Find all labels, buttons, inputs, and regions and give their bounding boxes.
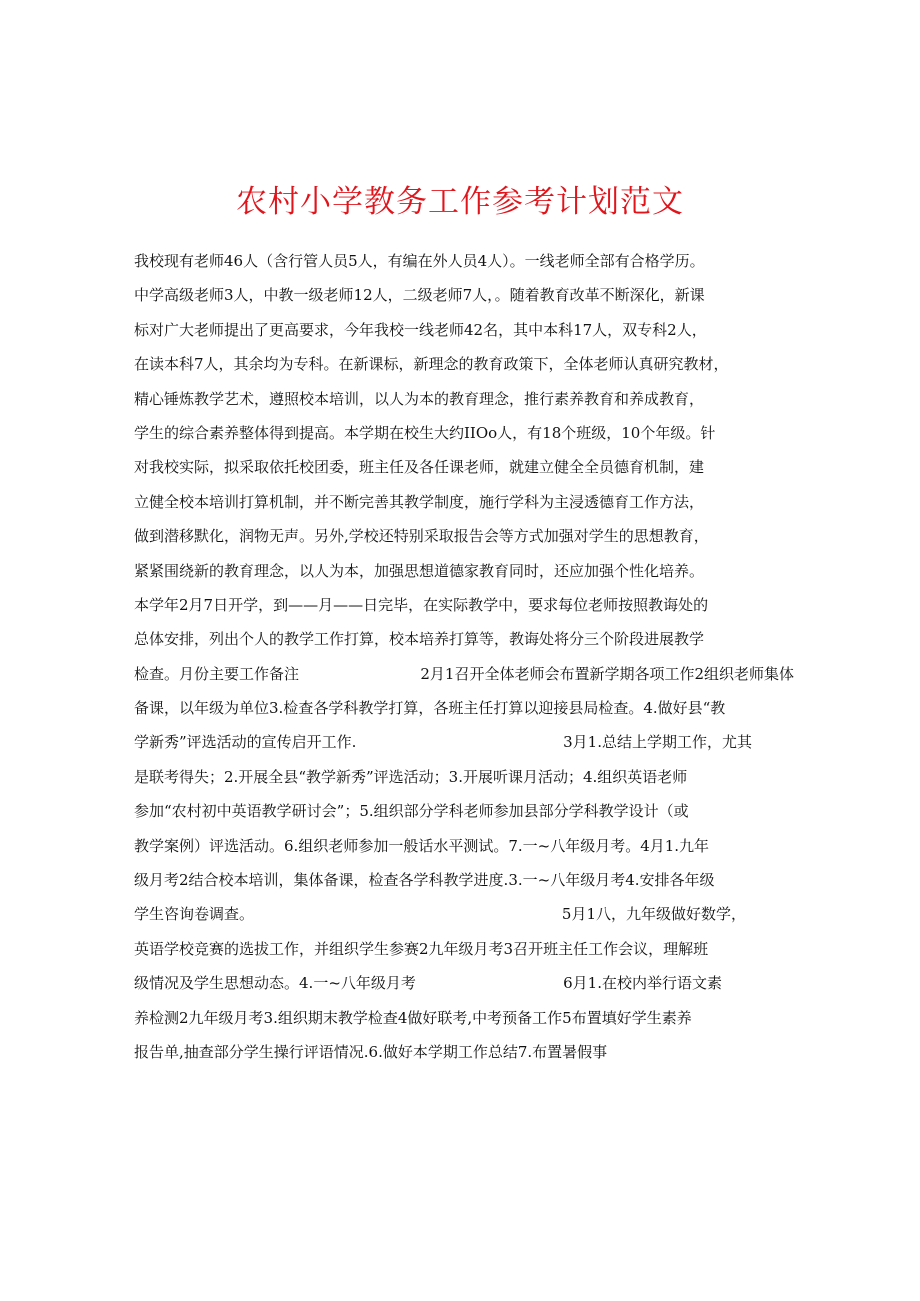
body-line-right: 5月1八，九年级做好数学， [561, 905, 746, 924]
body-line: 英语学校竞赛的选拔工作，并组织学生参赛2九年级月考3召开班主任工作会议，理解班 [134, 939, 709, 958]
body-line: 养检测2九年级月考3.组织期末教学检查4做好联考,中考预备工作5布置填好学生素养 [134, 1008, 692, 1027]
document-title: 农村小学教务工作参考计划范文 [236, 184, 684, 220]
body-line-split [134, 725, 794, 759]
body-line: 对我校实际，拟采取依托校团委，班主任及各任课老师，就建立健全全员德育机制，建 [134, 458, 705, 477]
body-line: 教学案例）评选活动。6.组织老师参加一般话水平测试。7.一~八年级月考。4月1.九年 [134, 836, 710, 855]
body-line: 紧紧围绕新的教育理念，以人为本，加强思想道德家教育同时，还应加强个性化培养。 [134, 561, 705, 580]
body-line: 报告单,抽查部分学生操行评语情况.6.做好本学期工作总结7.布置暑假事 [134, 1042, 608, 1061]
body-line: 立健全校本培训打算机制，并不断完善其教学制度，施行学科为主浸透德育工作方法， [134, 492, 705, 511]
body-line-split [134, 897, 794, 931]
body-line-left: 检查。月份主要工作备注 [134, 664, 300, 683]
body-line-split [134, 657, 794, 691]
body-line-split [134, 966, 794, 1000]
body-line: 标对广大老师提出了更高要求，今年我校一线老师42名，其中本科17人，双专科2人， [134, 320, 707, 339]
body-line-left: 级情况及学生思想动态。4.一~八年级月考 [134, 974, 416, 993]
body-line: 参加“农村初中英语教学研讨会”；5.组织部分学科老师参加县部分学科教学设计（或 [134, 802, 689, 821]
body-line: 级月考2结合校本培训，集体备课，检查各学科教学进度.3.一~八年级月考4.安排各年级 [134, 871, 715, 890]
body-line: 总体安排，列出个人的教学工作打算，校本培养打算等，教诲处将分三个阶段进展教学 [134, 630, 705, 649]
body-line-right: 3月1.总结上学期工作，尤其 [563, 733, 752, 752]
document-body [134, 244, 794, 1069]
body-line: 学生的综合素养整体得到提高。本学期在校生大约IIOo人，有18个班级，10个年级。针 [134, 423, 716, 442]
body-line: 我校现有老师46人（含行管人员5人，有编在外人员4人）。一线老师全部有合格学历。 [134, 252, 705, 270]
body-line: 中学高级老师3人，中教一级老师12人，二级老师7人，。随着教育改革不断深化，新课 [134, 286, 705, 305]
body-line-left: 学新秀”评选活动的宣传启开工作. [134, 733, 357, 752]
body-line: 备课，以年级为单位3.检查各学科教学打算，各班主任打算以迎接县局检查。4.做好县“教 [134, 699, 726, 718]
body-line-left: 学生咨询卷调查。 [134, 905, 255, 924]
body-line-right: 6月1.在校内举行语文素 [563, 974, 722, 993]
body-line: 做到潜移默化，润物无声。另外,学校还特别采取报告会等方式加强对学生的思想教育， [134, 527, 709, 546]
body-line: 精心锤炼教学艺术，遵照校本培训，以人为本的教育理念，推行素养教育和养成教育， [134, 389, 705, 408]
body-line: 是联考得失；2.开展全县“教学新秀”评选活动；3.开展听课月活动；4.组织英语老师 [134, 767, 688, 786]
body-line-right: 2月1召开全体老师会布置新学期各项工作2组织老师集体 [420, 664, 794, 683]
body-line: 在读本科7人，其余均为专科。在新课标，新理念的教育政策下，全体老师认真研究教材， [134, 355, 729, 374]
body-line: 本学年2月7日开学，到——月——日完毕，在实际教学中，要求每位老师按照教诲处的 [134, 595, 709, 614]
